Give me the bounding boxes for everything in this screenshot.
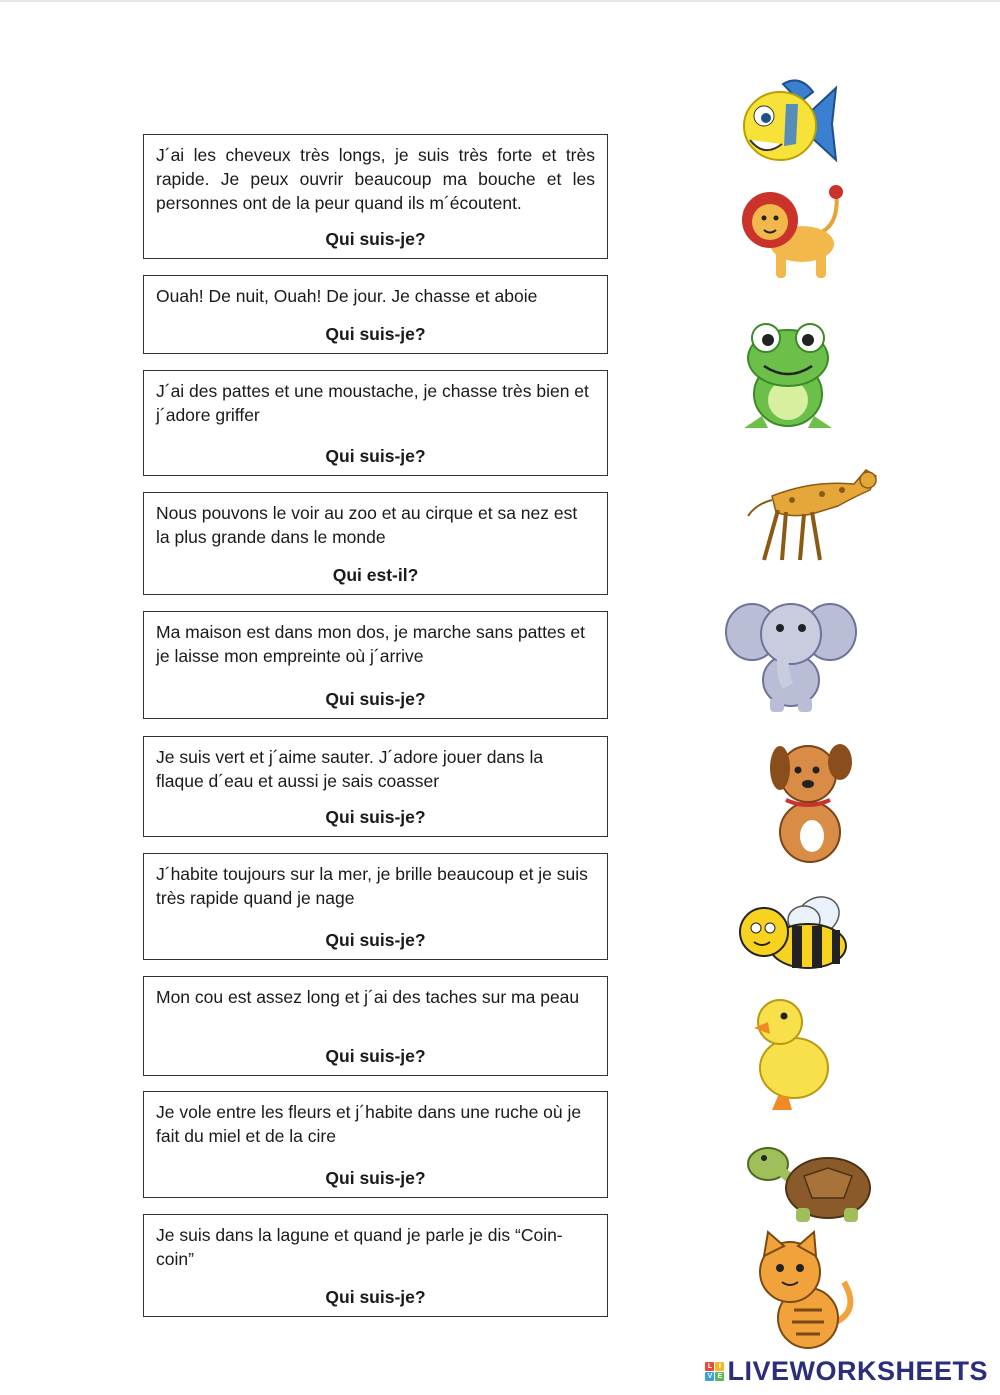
- riddle-text: Nous pouvons le voir au zoo et au cirque et sa nez est la plus grande dans le monde: [156, 503, 578, 547]
- riddle-question: Qui suis-je?: [325, 229, 426, 249]
- riddle-question: Qui suis-je?: [325, 1046, 426, 1066]
- riddle-question: Qui suis-je?: [325, 1287, 426, 1307]
- riddle-question: Qui suis-je?: [325, 930, 426, 950]
- riddle-text: Je suis vert et j´aime sauter. J´adore jouer dans la flaque d´eau et aussi je sais coasser: [156, 747, 544, 791]
- fish-icon[interactable]: [738, 74, 838, 172]
- riddle-question: Qui suis-je?: [325, 807, 426, 827]
- riddle-question: Qui est-il?: [332, 565, 419, 585]
- lion-icon[interactable]: [740, 182, 852, 284]
- riddle-text: Ouah! De nuit, Ouah! De jour. Je chasse et aboie: [156, 286, 538, 306]
- liveworksheets-logo-icon: L I V E: [705, 1362, 724, 1381]
- riddle-text: Ma maison est dans mon dos, je marche sans pattes et je laisse mon empreinte où j´arrive: [156, 622, 585, 666]
- giraffe-icon[interactable]: [742, 456, 882, 564]
- riddle-box-7: [143, 853, 608, 960]
- cat-icon[interactable]: [744, 1230, 860, 1350]
- riddle-text: Je vole entre les fleurs et j´habite dans une ruche où je fait du miel et de la cire: [156, 1102, 582, 1146]
- bee-icon[interactable]: [736, 890, 856, 974]
- riddle-question: Qui suis-je?: [325, 1168, 426, 1188]
- riddle-text: Je suis dans la lagune et quand je parle je dis “Coin-coin”: [156, 1225, 563, 1269]
- brand-text: LIVEWORKSHEETS: [727, 1356, 988, 1386]
- turtle-icon[interactable]: [744, 1134, 872, 1224]
- page-top-border: [0, 0, 1000, 2]
- duck-icon[interactable]: [748, 992, 832, 1114]
- riddle-question: Qui suis-je?: [325, 324, 426, 344]
- frog-icon[interactable]: [738, 316, 838, 436]
- riddle-box-6: [143, 736, 608, 837]
- elephant-icon[interactable]: [724, 594, 858, 716]
- riddle-box-2: [143, 275, 608, 354]
- riddle-question: Qui suis-je?: [325, 446, 426, 466]
- liveworksheets-logo: [705, 1356, 988, 1387]
- riddle-box-9: [143, 1091, 608, 1198]
- riddle-box-3: [143, 370, 608, 476]
- riddle-box-10: [143, 1214, 608, 1317]
- riddle-text: J´ai les cheveux très longs, je suis très forte et très rapide. Je peux ouvrir beaucoup ma bouche et les personnes ont de la peur quand ils m´écoutent.: [156, 145, 595, 213]
- riddle-question: Qui suis-je?: [325, 689, 426, 709]
- riddle-text: Mon cou est assez long et j´ai des taches sur ma peau: [156, 987, 580, 1007]
- riddle-box-5: [143, 611, 608, 719]
- riddle-text: J´ai des pattes et une moustache, je chasse très bien et j´adore griffer: [156, 381, 589, 425]
- riddle-text: J´habite toujours sur la mer, je brille beaucoup et je suis très rapide quand je nage: [156, 864, 588, 908]
- dog-icon[interactable]: [756, 738, 860, 866]
- riddle-box-4: [143, 492, 608, 595]
- riddle-box-1: [143, 134, 608, 259]
- riddle-box-8: [143, 976, 608, 1076]
